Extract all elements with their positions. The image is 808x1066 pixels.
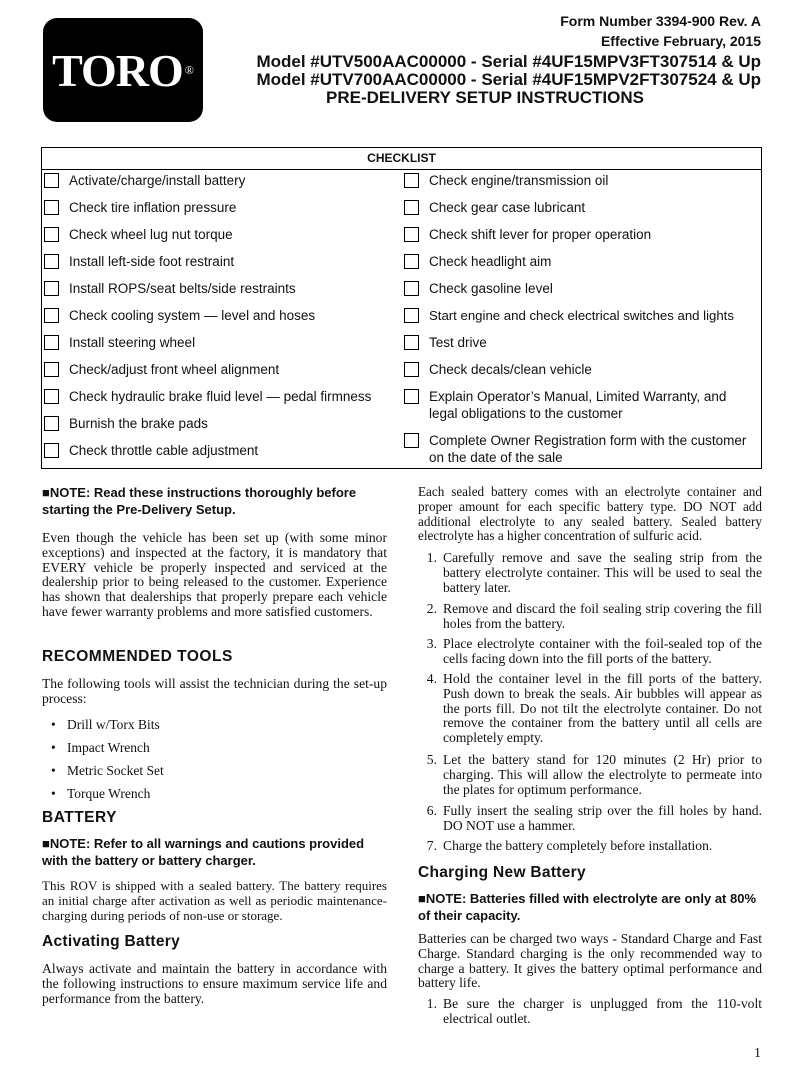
checklist-item[interactable]: Explain Operator’s Manual, Limited Warranty, and legal obligations to the customer (404, 388, 749, 422)
checkbox[interactable] (44, 389, 59, 404)
activation-step: 6. Fully insert the sealing strip over the fill holes by hand. DO NOT use a hammer. (426, 803, 762, 833)
checklist-item[interactable]: Check hydraulic brake fluid level — pedal firmness (44, 388, 402, 405)
checkbox[interactable] (44, 227, 59, 242)
activation-step: 5. Let the battery stand for 120 minutes (2 Hr) prior to charging. This will allow the electrolyte to permeate into the plates for optimum performance. (426, 752, 762, 797)
battery-paragraph: This ROV is shipped with a sealed battery. The battery requires an initial charge after activation as well as periodic maintenance-charging during periods of non-use or storage. (42, 878, 387, 923)
checkbox[interactable] (404, 173, 419, 188)
note-read-instructions: ■NOTE: Read these instructions thoroughly before starting the Pre-Delivery Setup. (42, 485, 357, 517)
checkbox[interactable] (404, 389, 419, 404)
checklist-item[interactable]: Check wheel lug nut torque (44, 226, 402, 243)
checklist-item[interactable]: Complete Owner Registration form with the customer on the date of the sale (404, 432, 761, 466)
charging-new-battery-heading: Charging New Battery (418, 864, 586, 881)
effective-date: Effective February, 2015 (600, 33, 761, 49)
charging-paragraph: Batteries can be charged two ways - Standard Charge and Fast Charge. Standard charging is the only recommended way to charge a battery. It gives the battery optimal performance and battery life. (418, 931, 762, 991)
activation-step: 2. Remove and discard the foil sealing strip covering the fill holes from the battery. (426, 601, 762, 631)
activation-step: 4. Hold the container level in the fill ports of the battery. Push down to break the seals. Air bubbles will appear as the ports fill. Do not tilt the electrolyte container. Do not remove the container from the battery until all cells are completely empty. (426, 671, 762, 746)
checkbox[interactable] (44, 308, 59, 323)
checkbox[interactable] (404, 281, 419, 296)
form-number: Form Number 3394-900 Rev. A (560, 13, 761, 29)
activation-step: 7. Charge the battery completely before installation. (426, 838, 713, 853)
tool-item: • Metric Socket Set (52, 763, 164, 779)
tool-item: • Torque Wrench (52, 786, 150, 802)
tools-intro: The following tools will assist the technician during the set-up process: (42, 676, 387, 706)
logo-text: TORO (52, 44, 183, 96)
checkbox[interactable] (44, 254, 59, 269)
checklist-item[interactable]: Check shift lever for proper operation (404, 226, 761, 243)
checkbox[interactable] (404, 433, 419, 448)
intro-paragraph: Even though the vehicle has been set up (with some minor exceptions) and inspected at the factory, it is mandatory that EVERY vehicle be properly inspected and serviced at the dealership prior to being released to the customer. Experience has shown that dealerships that properly prepare each vehicle have fewer warranty problems and more satisfied customers. (42, 530, 387, 619)
checkbox[interactable] (44, 200, 59, 215)
activating-paragraph: Always activate and maintain the battery in accordance with the following instructions to ensure maximum service life and performance from the battery. (42, 961, 387, 1006)
checkbox[interactable] (404, 227, 419, 242)
document-title: PRE-DELIVERY SETUP INSTRUCTIONS (325, 88, 644, 107)
checkbox[interactable] (44, 416, 59, 431)
toro-logo (43, 18, 203, 122)
checkbox[interactable] (44, 281, 59, 296)
page-number: 1 (754, 1046, 761, 1061)
charging-step: 1. Be sure the charger is unplugged from the 110-volt electrical outlet. (426, 996, 762, 1026)
sealed-battery-paragraph: Each sealed battery comes with an electrolyte container and proper amount for each specific battery type. DO NOT add additional electrolyte to any sealed battery. Sealed battery electrolyte has a higher concentration of sulfuric acid. (418, 484, 762, 544)
checkbox[interactable] (44, 362, 59, 377)
checklist-item[interactable]: Activate/charge/install battery (44, 172, 402, 189)
checklist-item[interactable]: Test drive (404, 334, 761, 351)
note-capacity: ■NOTE: Batteries filled with electrolyte are only at 80% of their capacity. (418, 891, 757, 923)
note-warnings: ■NOTE: Refer to all warnings and cautions provided with the battery or battery charger. (42, 836, 365, 868)
checklist-item[interactable]: Start engine and check electrical switches and lights (404, 307, 761, 324)
checkbox[interactable] (404, 308, 419, 323)
checkbox[interactable] (44, 443, 59, 458)
battery-heading: BATTERY (42, 809, 117, 826)
checklist-item[interactable]: Check throttle cable adjustment (44, 442, 402, 459)
checklist-item[interactable]: Install left-side foot restraint (44, 253, 402, 270)
checklist-item[interactable]: Burnish the brake pads (44, 415, 402, 432)
model-line-1: Model #UTV500AAC00000 - Serial #4UF15MPV3FT307514 & Up (256, 52, 761, 71)
activating-battery-heading: Activating Battery (42, 933, 181, 950)
tool-item: • Drill w/Torx Bits (52, 717, 160, 733)
checklist-item[interactable]: Install steering wheel (44, 334, 402, 351)
checkbox[interactable] (404, 200, 419, 215)
recommended-tools-heading: RECOMMENDED TOOLS (42, 648, 233, 665)
activation-step: 3. Place electrolyte container with the foil-sealed top of the cells facing down into the fill ports of the battery. (426, 636, 762, 666)
checkbox[interactable] (404, 335, 419, 350)
checklist-item[interactable]: Install ROPS/seat belts/side restraints (44, 280, 402, 297)
checkbox[interactable] (44, 173, 59, 188)
checklist-item[interactable]: Check/adjust front wheel alignment (44, 361, 402, 378)
checklist-item[interactable]: Check gasoline level (404, 280, 761, 297)
checklist-item[interactable]: Check gear case lubricant (404, 199, 761, 216)
model-line-2: Model #UTV700AAC00000 - Serial #4UF15MPV2FT307524 & Up (256, 70, 761, 89)
checklist-item[interactable]: Check engine/transmission oil (404, 172, 761, 189)
checklist-item[interactable]: Check decals/clean vehicle (404, 361, 761, 378)
checklist-title: CHECKLIST (42, 148, 761, 170)
checkbox[interactable] (404, 254, 419, 269)
checkbox[interactable] (44, 335, 59, 350)
activation-step: 1. Carefully remove and save the sealing strip from the battery electrolyte container. This will be used to seal the battery later. (426, 550, 762, 595)
checklist-item[interactable]: Check headlight aim (404, 253, 761, 270)
checklist-table (41, 147, 762, 469)
checklist-item[interactable]: Check cooling system — level and hoses (44, 307, 402, 324)
checkbox[interactable] (404, 362, 419, 377)
tool-item: • Impact Wrench (52, 740, 150, 756)
checklist-item[interactable]: Check tire inflation pressure (44, 199, 402, 216)
registered-mark: ® (184, 62, 194, 77)
